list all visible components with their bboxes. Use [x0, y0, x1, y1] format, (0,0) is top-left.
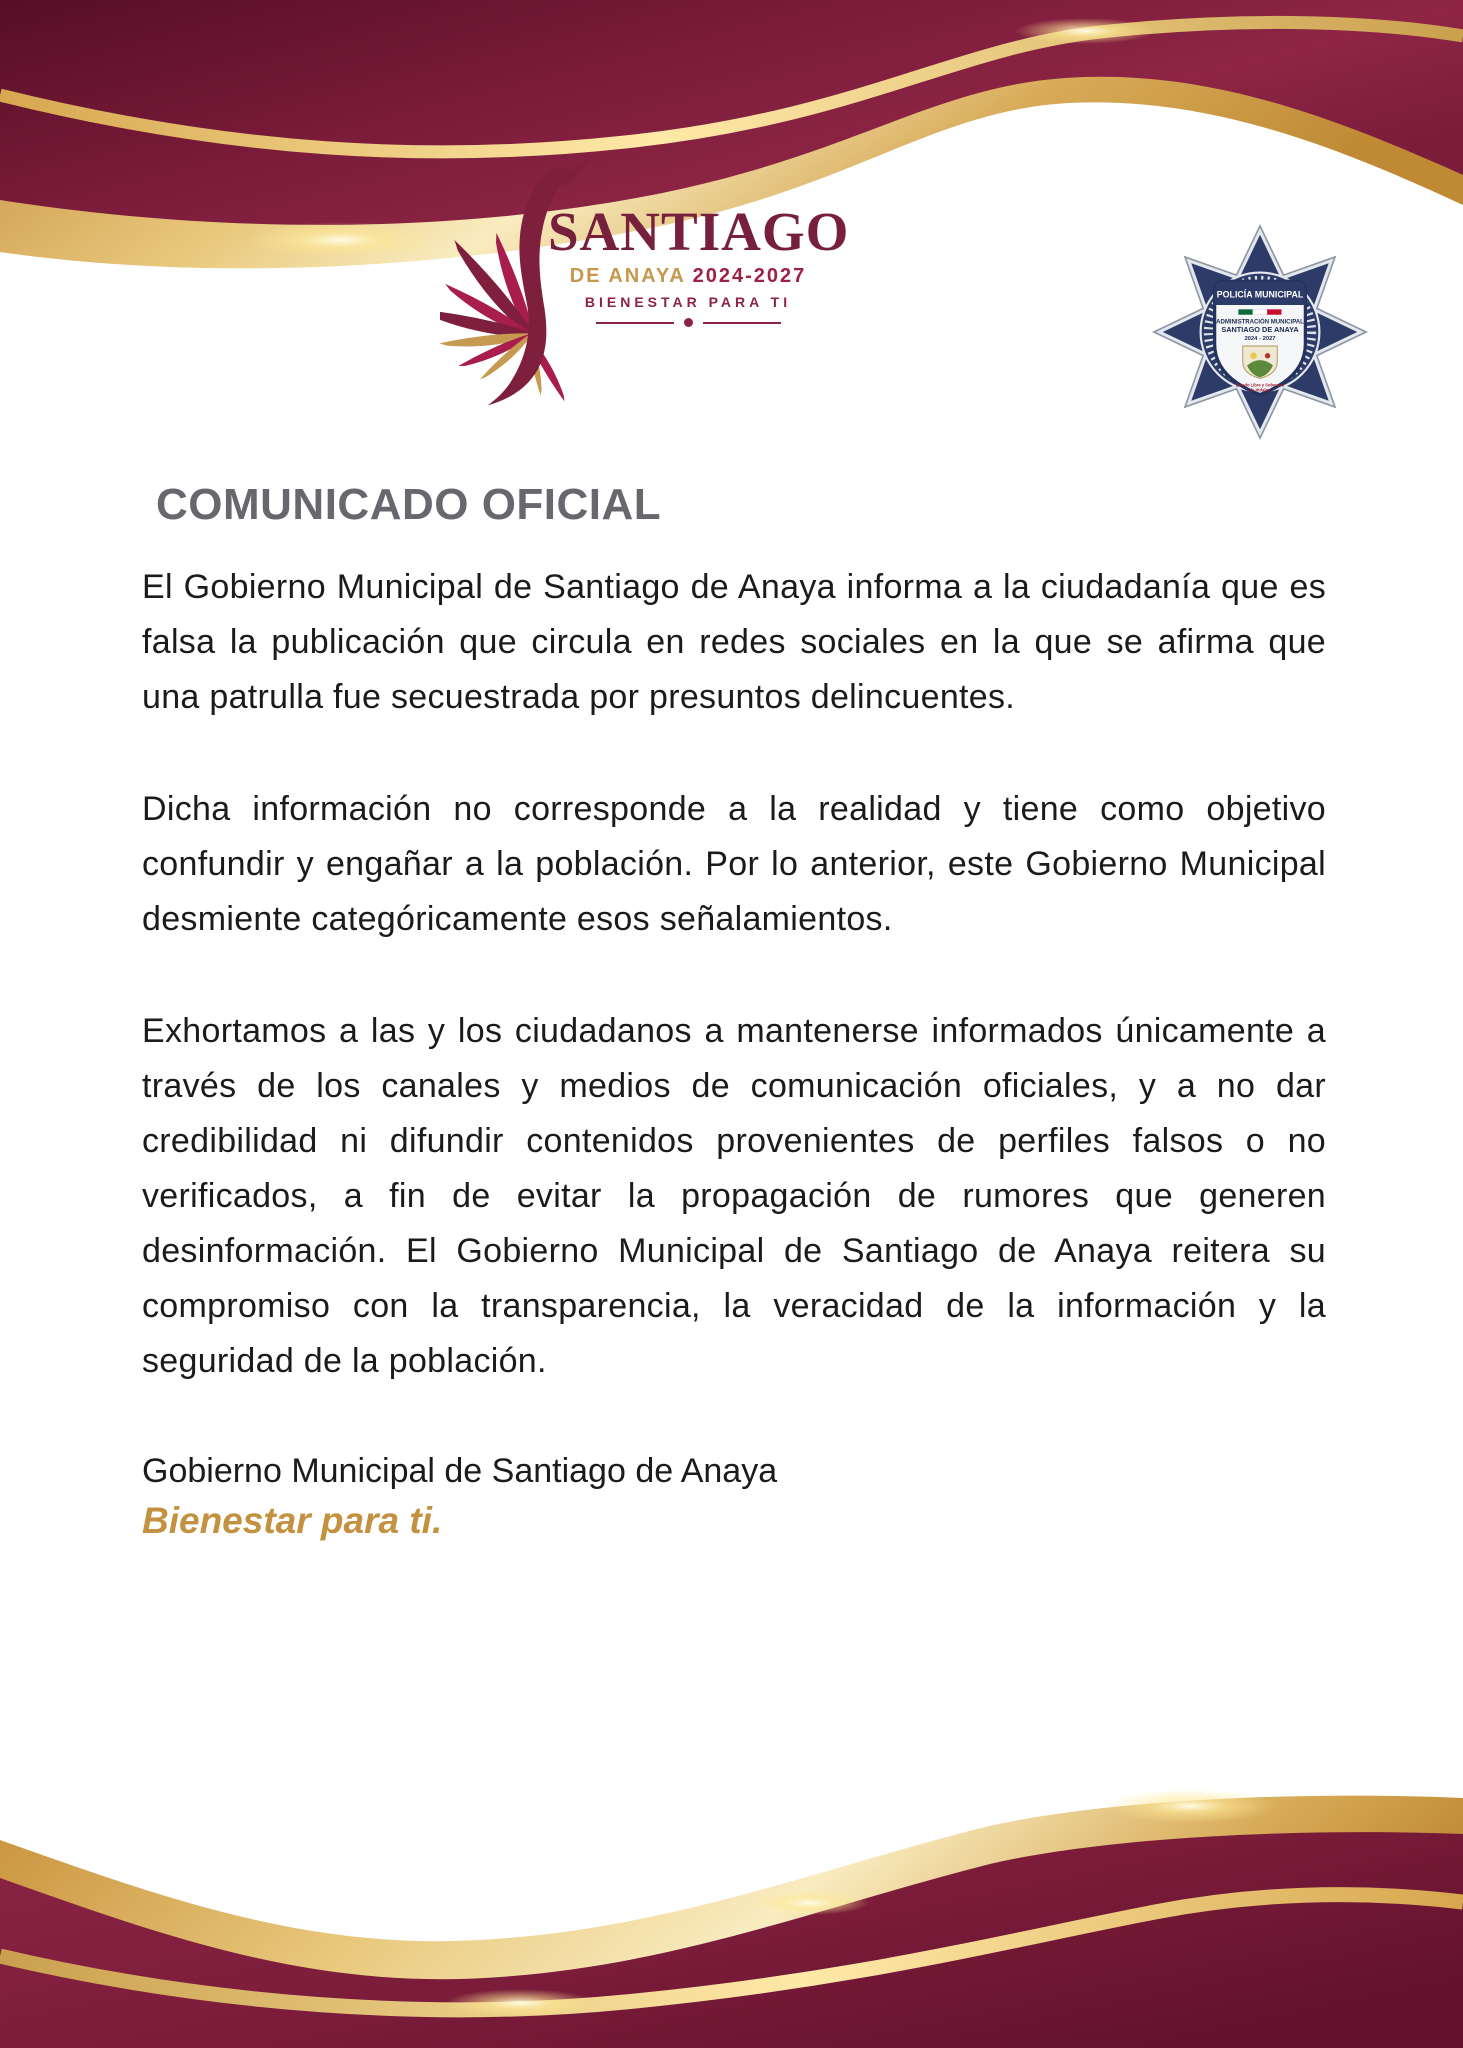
signature-entity: Gobierno Municipal de Santiago de Anaya: [142, 1452, 778, 1490]
badge-admin-text: ADMINISTRACIÓN MUNICIPAL: [1216, 319, 1304, 326]
statement-paragraph-1: El Gobierno Municipal de Santiago de Anaya informa a la ciudadanía que es falsa la publicación que circula en redes sociales en la que se afirma que una patrulla fue secuestrada por presuntos delincuentes.: [142, 568, 1326, 716]
divider-dot: [684, 318, 693, 327]
statement-paragraph-2: Dicha información no corresponde a la realidad y tiene como objetivo confundir y engañar a la población. Por lo anterior, este Gobierno Municipal desmiente categóricamente esos señalamientos.: [142, 790, 1326, 938]
statement-body: [142, 480, 1326, 1546]
gold-shine: [750, 1891, 870, 1915]
logo-name: SANTIAGO: [548, 201, 850, 262]
divider-line: [703, 322, 781, 324]
badge-motto-line1: Estado Libre y Soberano: [1235, 382, 1285, 388]
logo-subtitle: [548, 265, 828, 288]
logo-divider: [548, 318, 828, 327]
municipal-logo-text: [548, 201, 850, 327]
signature-slogan: Bienestar para ti.: [142, 1500, 443, 1541]
mexican-flag-stripe: [1238, 309, 1281, 314]
gold-shine: [1105, 1789, 1275, 1823]
badge-top-text: POLICÍA MUNICIPAL: [1216, 289, 1304, 300]
badge-years-text: 2024 - 2027: [1244, 336, 1276, 343]
gold-shine: [245, 222, 435, 258]
badge-municipality-text: SANTIAGO DE ANAYA: [1221, 325, 1299, 334]
bottom-wave-decoration: [0, 1703, 1463, 2048]
badge-shield: [1215, 281, 1306, 394]
signature-block: [142, 1446, 1326, 1546]
police-badge: [1152, 218, 1368, 446]
gold-shine: [1015, 18, 1155, 44]
page-title: COMUNICADO OFICIAL: [156, 480, 662, 529]
statement-paragraph-3: Exhortamos a las y los ciudadanos a mantenerse informados únicamente a través de los canales y medios de comunicación oficiales, y a no dar credibilidad ni difundir contenidos provenientes de perfiles falsos o no verificados, a fin de evitar la propagación de rumores que generen desinformación. El Gobierno Municipal de Santiago de Anaya reitera su compromiso con la transparencia, la veracidad de la información y la seguridad de la población.: [142, 1012, 1326, 1380]
divider-line: [596, 322, 674, 324]
logo-subtitle-years: 2024-2027: [692, 265, 807, 287]
logo-subtitle-deanaya: DE ANAYA: [569, 265, 686, 287]
gold-shine: [445, 1989, 595, 2017]
badge-motto-line2: de Hidalgo: [1249, 387, 1271, 393]
logo-tagline: BIENESTAR PARA TI: [584, 294, 792, 310]
